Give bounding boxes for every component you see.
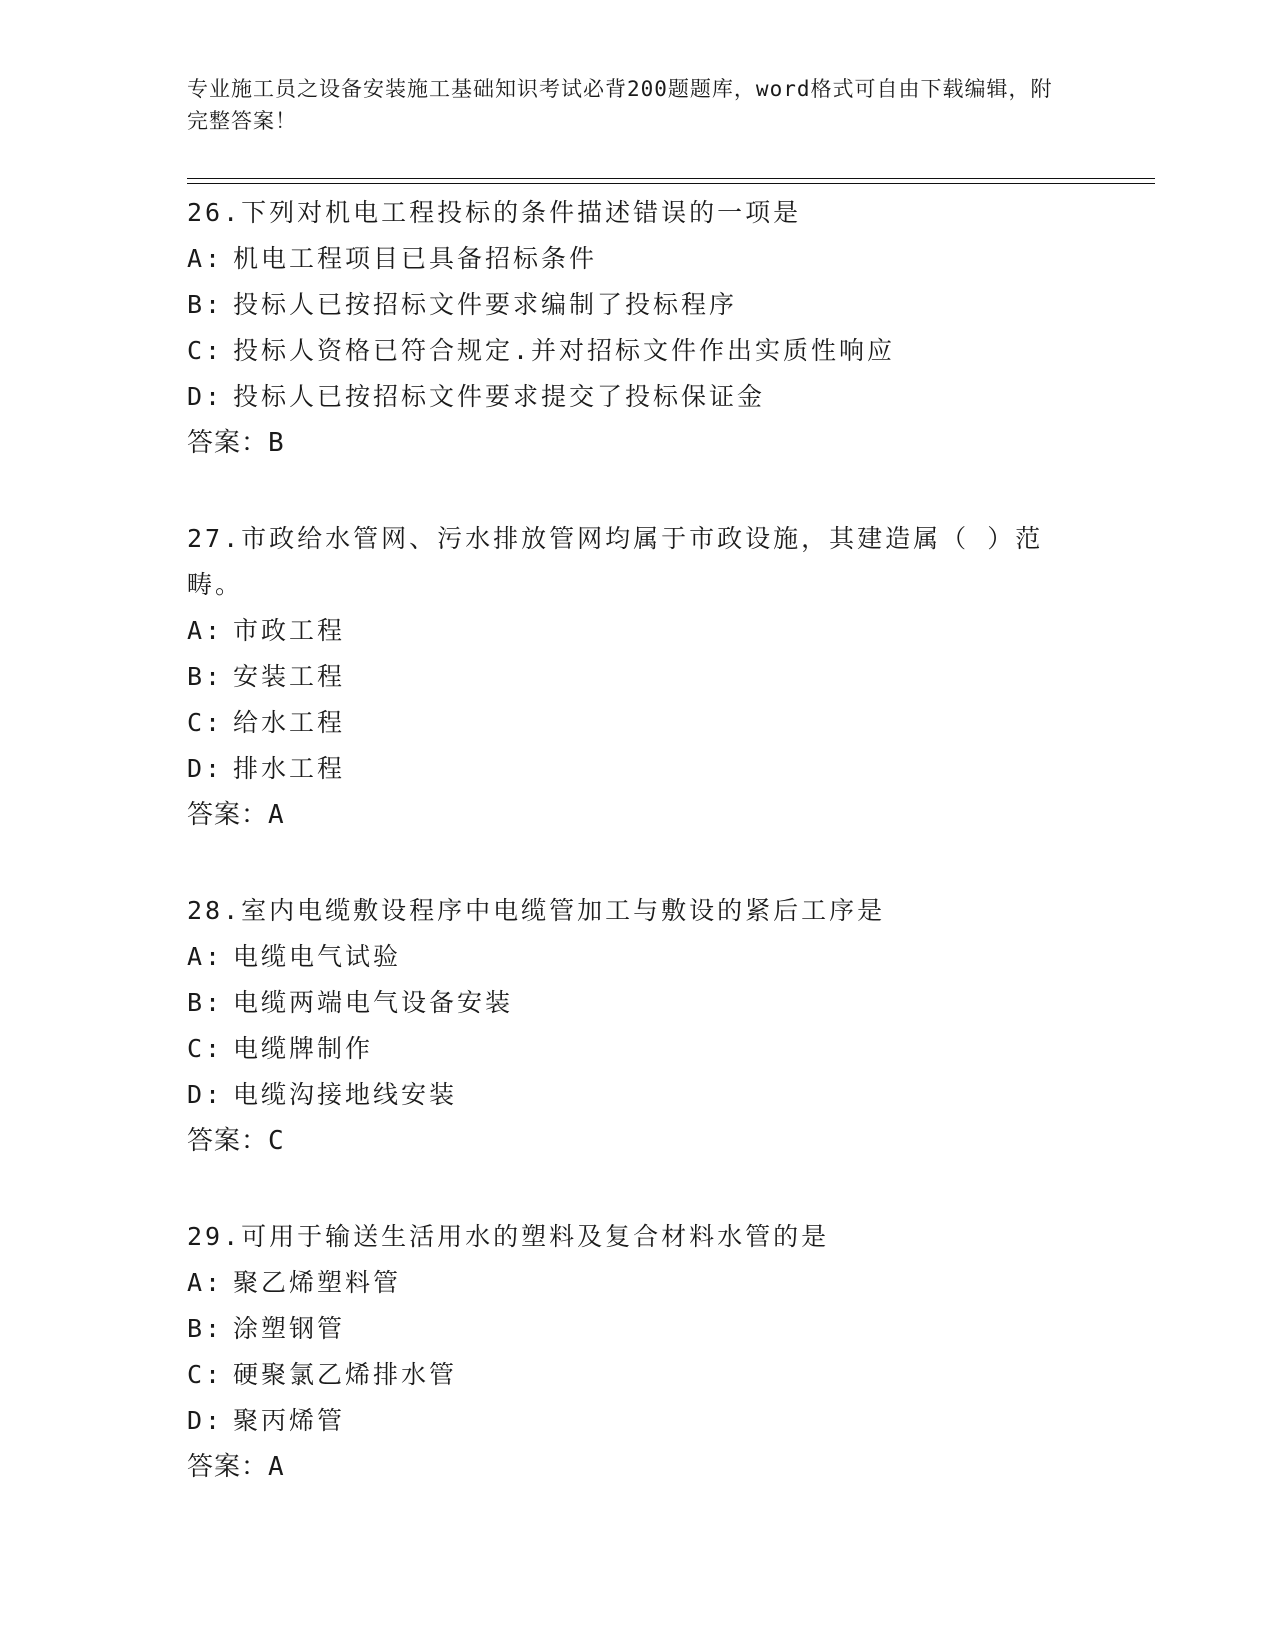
option-text: 市政工程 bbox=[233, 616, 346, 645]
option-d bbox=[187, 374, 1087, 420]
answer-label: 答案： bbox=[187, 1452, 269, 1482]
option-key: B: bbox=[187, 1314, 224, 1343]
question-27 bbox=[187, 516, 1087, 838]
answer-line bbox=[187, 1444, 1087, 1490]
option-key: D: bbox=[187, 1080, 224, 1109]
answer-label: 答案： bbox=[187, 800, 269, 830]
option-text: 电缆两端电气设备安装 bbox=[233, 988, 514, 1017]
question-list bbox=[187, 190, 1087, 1540]
option-b bbox=[187, 654, 1087, 700]
question-stem: 28.室内电缆敷设程序中电缆管加工与敷设的紧后工序是 bbox=[187, 896, 886, 925]
option-text: 投标人已按招标文件要求提交了投标保证金 bbox=[233, 382, 766, 411]
option-a bbox=[187, 608, 1087, 654]
option-d bbox=[187, 1398, 1087, 1444]
option-key: B: bbox=[187, 290, 224, 319]
question-28 bbox=[187, 888, 1087, 1164]
answer-line bbox=[187, 1118, 1087, 1164]
option-c bbox=[187, 1026, 1087, 1072]
answer-line bbox=[187, 792, 1087, 838]
answer-value: A bbox=[268, 1452, 285, 1482]
header-divider-top bbox=[187, 178, 1155, 179]
header-divider-bottom bbox=[187, 183, 1155, 184]
option-key: A: bbox=[187, 942, 224, 971]
option-text: 电缆沟接地线安装 bbox=[233, 1080, 458, 1109]
document-header: 专业施工员之设备安装施工基础知识考试必背200题题库，word格式可自由下载编辑，附完整答案！ bbox=[187, 77, 1053, 133]
answer-value: B bbox=[268, 428, 285, 458]
option-text: 投标人已按招标文件要求编制了投标程序 bbox=[233, 290, 738, 319]
option-a bbox=[187, 934, 1087, 980]
option-c bbox=[187, 328, 1087, 374]
question-stem: 27.市政给水管网、污水排放管网均属于市政设施，其建造属（ ）范畴。 bbox=[187, 524, 1044, 599]
option-text: 给水工程 bbox=[233, 708, 346, 737]
option-text: 投标人资格已符合规定.并对招标文件作出实质性响应 bbox=[233, 336, 896, 365]
option-key: C: bbox=[187, 336, 224, 365]
question-stem: 29.可用于输送生活用水的塑料及复合材料水管的是 bbox=[187, 1222, 830, 1251]
option-b bbox=[187, 1306, 1087, 1352]
answer-label: 答案： bbox=[187, 1126, 269, 1156]
option-key: D: bbox=[187, 1406, 224, 1435]
option-key: C: bbox=[187, 708, 224, 737]
option-key: A: bbox=[187, 616, 224, 645]
option-key: C: bbox=[187, 1034, 224, 1063]
option-text: 安装工程 bbox=[233, 662, 346, 691]
option-text: 电缆牌制作 bbox=[233, 1034, 374, 1063]
option-key: D: bbox=[187, 382, 224, 411]
answer-value: A bbox=[268, 800, 285, 830]
question-29 bbox=[187, 1214, 1087, 1490]
option-key: C: bbox=[187, 1360, 224, 1389]
option-key: A: bbox=[187, 1268, 224, 1297]
option-text: 排水工程 bbox=[233, 754, 346, 783]
option-a bbox=[187, 1260, 1087, 1306]
answer-label: 答案： bbox=[187, 428, 269, 458]
option-key: A: bbox=[187, 244, 224, 273]
option-d bbox=[187, 746, 1087, 792]
question-26 bbox=[187, 190, 1087, 466]
option-text: 机电工程项目已具备招标条件 bbox=[233, 244, 598, 273]
option-key: D: bbox=[187, 754, 224, 783]
option-b bbox=[187, 282, 1087, 328]
option-text: 涂塑钢管 bbox=[233, 1314, 346, 1343]
question-stem: 26.下列对机电工程投标的条件描述错误的一项是 bbox=[187, 198, 802, 227]
option-key: B: bbox=[187, 988, 224, 1017]
answer-line bbox=[187, 420, 1087, 466]
option-text: 聚丙烯管 bbox=[233, 1406, 346, 1435]
option-text: 电缆电气试验 bbox=[233, 942, 402, 971]
option-text: 硬聚氯乙烯排水管 bbox=[233, 1360, 458, 1389]
option-d bbox=[187, 1072, 1087, 1118]
answer-value: C bbox=[268, 1126, 285, 1156]
option-text: 聚乙烯塑料管 bbox=[233, 1268, 402, 1297]
option-c bbox=[187, 1352, 1087, 1398]
option-key: B: bbox=[187, 662, 224, 691]
option-a bbox=[187, 236, 1087, 282]
option-c bbox=[187, 700, 1087, 746]
option-b bbox=[187, 980, 1087, 1026]
